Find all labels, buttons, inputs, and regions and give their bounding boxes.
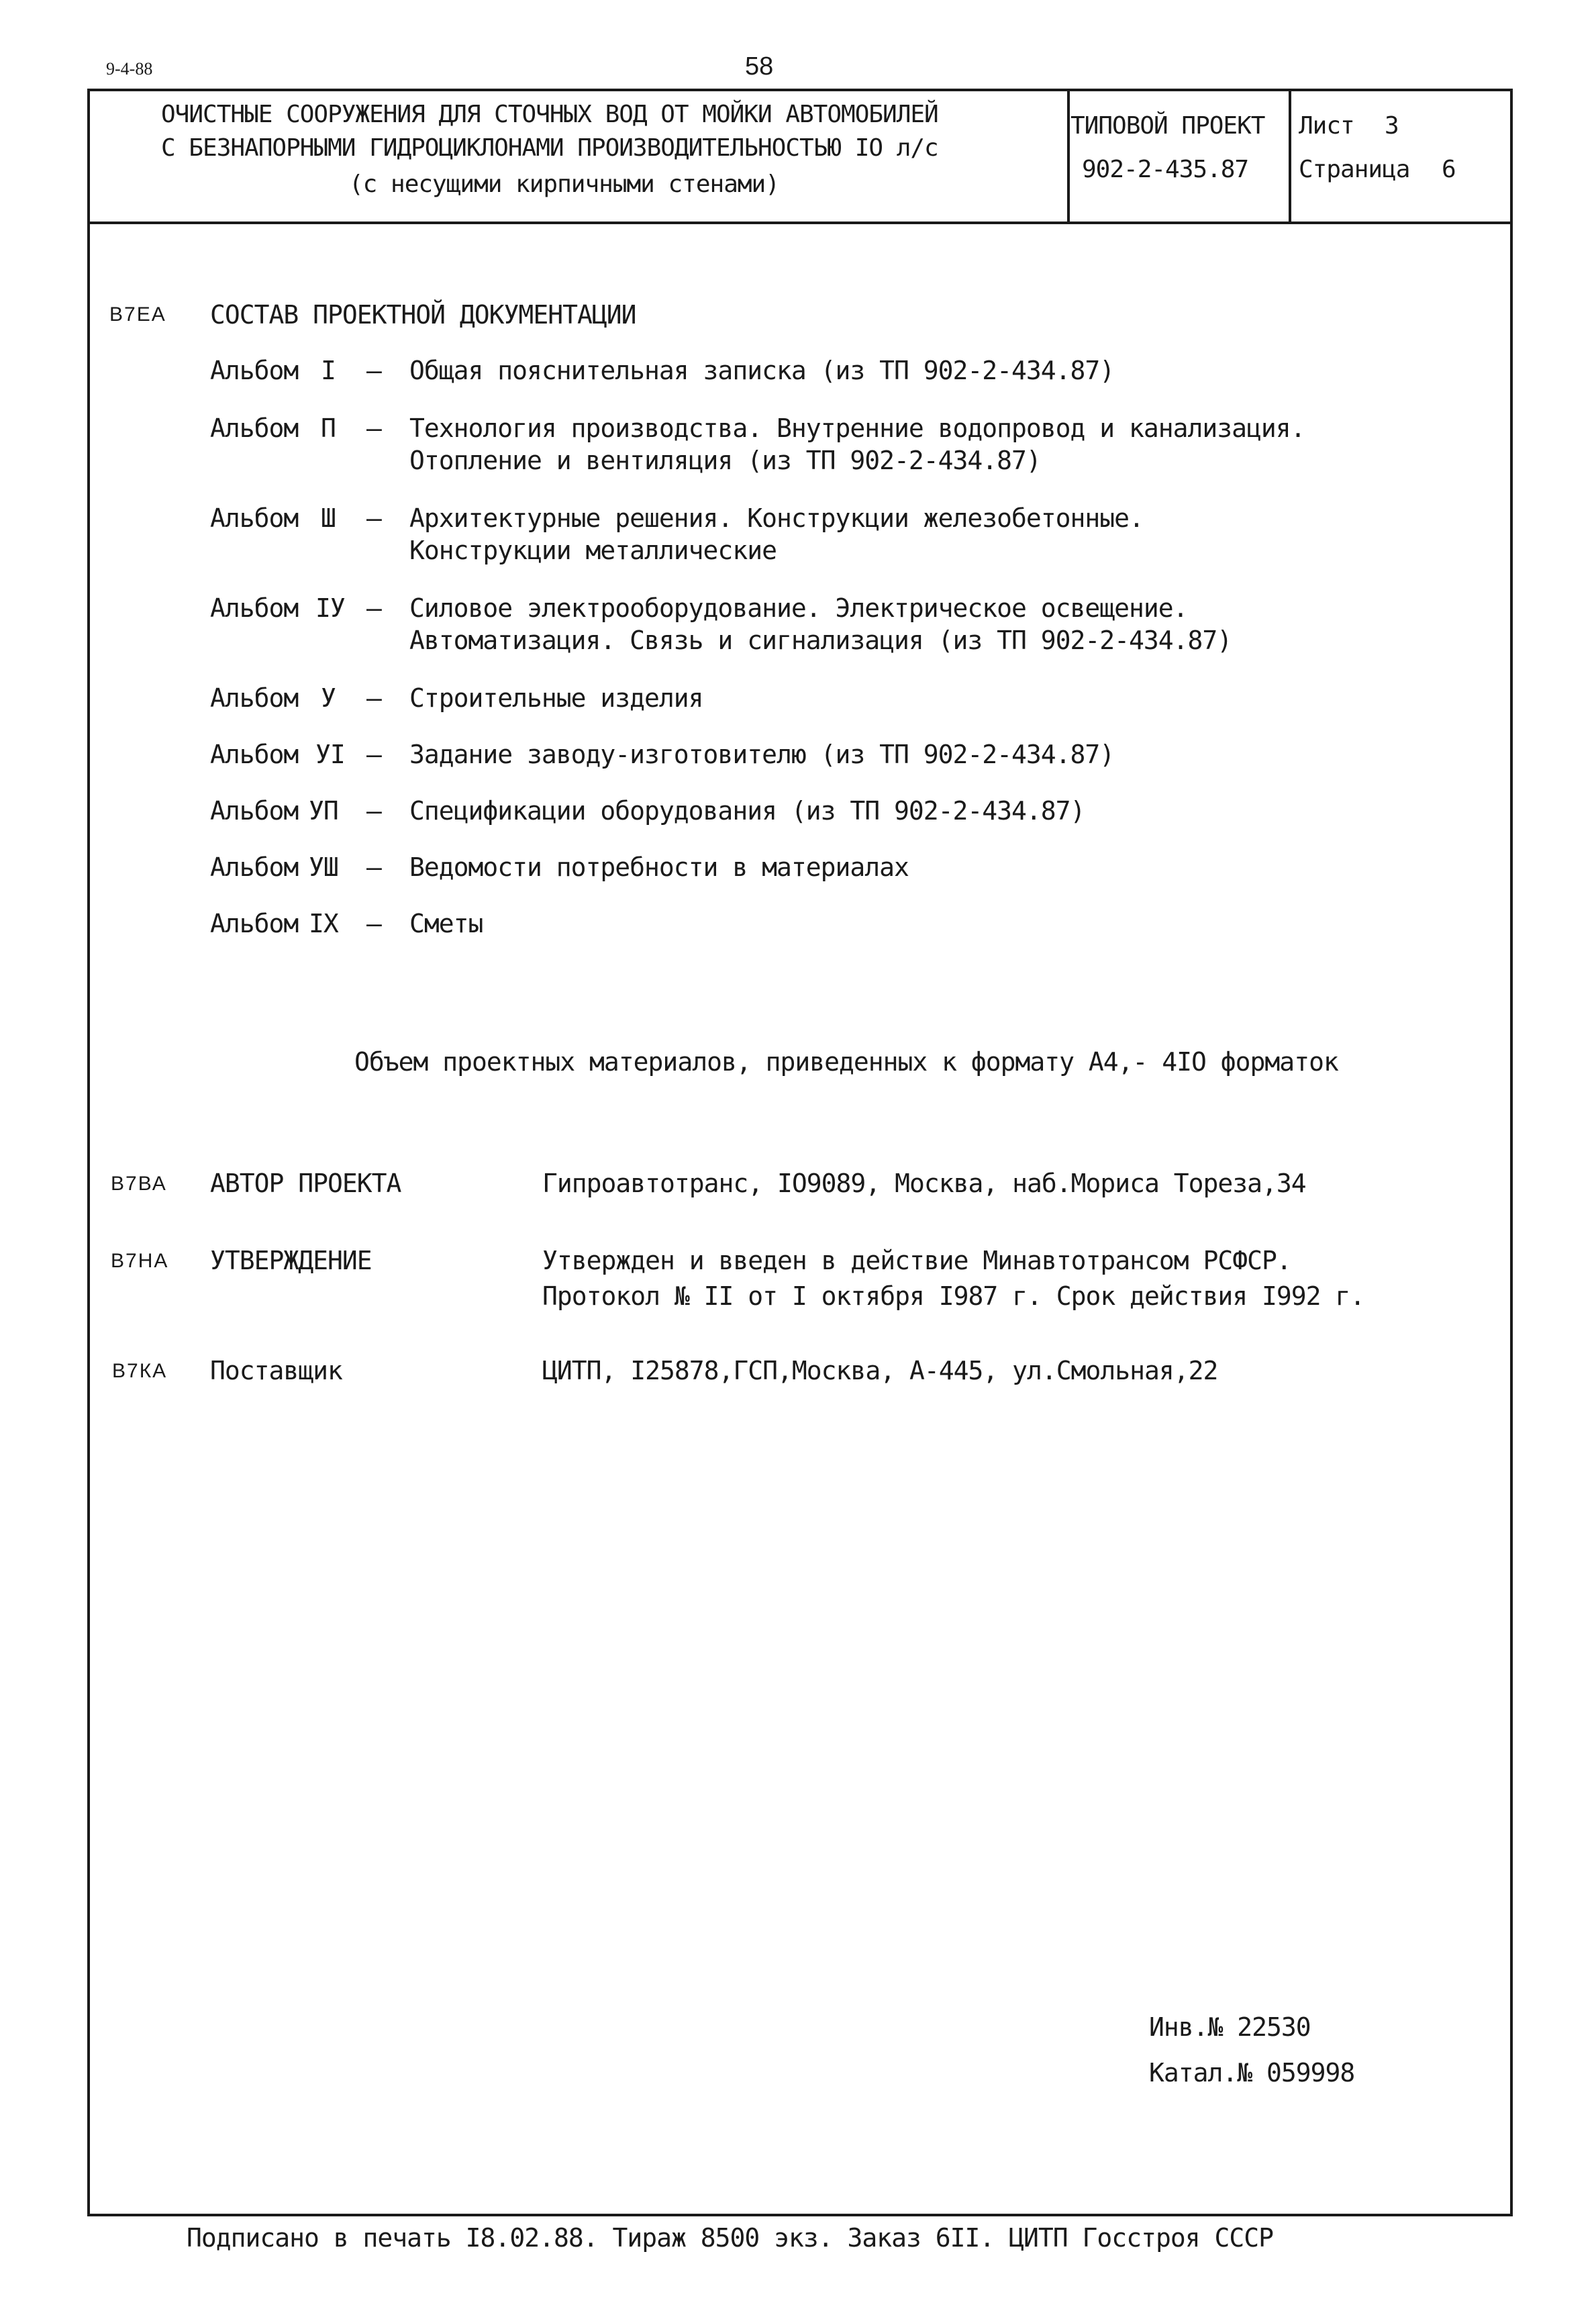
album-description: Общая пояснительная записка (из ТП 902-2-434.87) — [409, 356, 1115, 385]
album-number: УI — [315, 740, 345, 769]
date-mark: 9-4-88 — [106, 59, 153, 79]
sheet-value: 3 — [1385, 112, 1399, 140]
album-dash: – — [366, 356, 381, 385]
album-dash: – — [366, 593, 381, 623]
title-block-bottom-line — [87, 222, 1513, 224]
album-number: У — [321, 683, 336, 713]
author-value: Гипроавтотранс, IO9089, Москва, наб.Мориса Тореза,34 — [542, 1169, 1306, 1198]
album-description: Технология производства. Внутренние водопровод и канализация. — [409, 413, 1305, 443]
album-label: Альбом — [210, 796, 299, 826]
album-description: Сметы — [409, 909, 483, 938]
album-number: Ш — [321, 503, 336, 533]
album-dash: – — [366, 852, 381, 882]
supplier-label: Поставщик — [210, 1356, 342, 1385]
title-block-divider-2 — [1289, 89, 1291, 223]
composition-code: В7ЕА — [109, 303, 166, 326]
page-number: 58 — [745, 52, 774, 81]
album-label: Альбом — [210, 852, 299, 882]
album-description-continued: Конструкции металлические — [409, 536, 777, 565]
album-number: IУ — [315, 593, 345, 623]
album-dash: – — [366, 683, 381, 713]
author-code: В7ВА — [111, 1173, 167, 1195]
album-dash: – — [366, 796, 381, 826]
album-number: УП — [309, 796, 338, 826]
supplier-code: В7КА — [112, 1360, 168, 1382]
supplier-value: ЦИТП, I25878,ГСП,Москва, А-445, ул.Смольная,22 — [542, 1356, 1218, 1385]
album-label: Альбом — [210, 683, 299, 713]
album-description: Задание заводу-изготовителю (из ТП 902-2-434.87) — [409, 740, 1115, 769]
album-label: Альбом — [210, 593, 299, 623]
album-number: УШ — [309, 852, 338, 882]
approval-value-line-2: Протокол № II от I октября I987 г. Срок действия I992 г. — [542, 1281, 1365, 1311]
composition-heading: СОСТАВ ПРОЕКТНОЙ ДОКУМЕНТАЦИИ — [210, 300, 636, 330]
project-number: 902-2-435.87 — [1082, 156, 1249, 183]
page-value: 6 — [1442, 156, 1456, 183]
album-description: Силовое электрооборудование. Электрическое освещение. — [409, 593, 1188, 623]
page-frame — [87, 89, 1513, 2216]
album-dash: – — [366, 413, 381, 443]
album-dash: – — [366, 909, 381, 938]
catalog-number: Катал.№ 059998 — [1149, 2058, 1355, 2088]
album-dash: – — [366, 740, 381, 769]
title-block-divider-1 — [1067, 89, 1070, 223]
album-description: Архитектурные решения. Конструкции железобетонные. — [409, 503, 1144, 533]
approval-label: УТВЕРЖДЕНИЕ — [210, 1246, 372, 1275]
album-label: Альбом — [210, 740, 299, 769]
album-label: Альбом — [210, 356, 299, 385]
album-description-continued: Отопление и вентиляция (из ТП 902-2-434.87) — [409, 446, 1041, 475]
print-footer: Подписано в печать I8.02.88. Тираж 8500 экз. Заказ 6II. ЦИТП Госстроя СССР — [187, 2223, 1273, 2253]
album-dash: – — [366, 503, 381, 533]
album-description: Спецификации оборудования (из ТП 902-2-434.87) — [409, 796, 1085, 826]
album-label: Альбом — [210, 909, 299, 938]
approval-value-line-1: Утвержден и введен в действие Минавтотрансом РСФСР. — [542, 1246, 1291, 1275]
album-number: I — [321, 356, 336, 385]
project-label: ТИПОВОЙ ПРОЕКТ — [1070, 112, 1265, 140]
album-description: Строительные изделия — [409, 683, 703, 713]
album-label: Альбом — [210, 503, 299, 533]
volume-note: Объем проектных материалов, приведенных к формату А4,- 4IO форматок — [354, 1047, 1338, 1077]
album-number: IX — [309, 909, 338, 938]
page-label: Страница — [1299, 156, 1410, 183]
album-number: П — [321, 413, 336, 443]
author-label: АВТОР ПРОЕКТА — [210, 1169, 401, 1198]
document-title-line-2: С БЕЗНАПОРНЫМИ ГИДРОЦИКЛОНАМИ ПРОИЗВОДИТЕЛЬНОСТЬЮ IO л/с — [161, 134, 938, 162]
album-description: Ведомости потребности в материалах — [409, 852, 909, 882]
document-subtitle: (с несущими кирпичными стенами) — [349, 170, 779, 198]
sheet-label: Лист — [1299, 112, 1354, 140]
inventory-number: Инв.№ 22530 — [1149, 2012, 1311, 2042]
approval-code: В7НА — [111, 1250, 169, 1272]
album-description-continued: Автоматизация. Связь и сигнализация (из ТП 902-2-434.87) — [409, 626, 1232, 655]
document-title-line-1: ОЧИСТНЫЕ СООРУЖЕНИЯ ДЛЯ СТОЧНЫХ ВОД ОТ МОЙКИ АВТОМОБИЛЕЙ — [161, 101, 938, 128]
album-label: Альбом — [210, 413, 299, 443]
